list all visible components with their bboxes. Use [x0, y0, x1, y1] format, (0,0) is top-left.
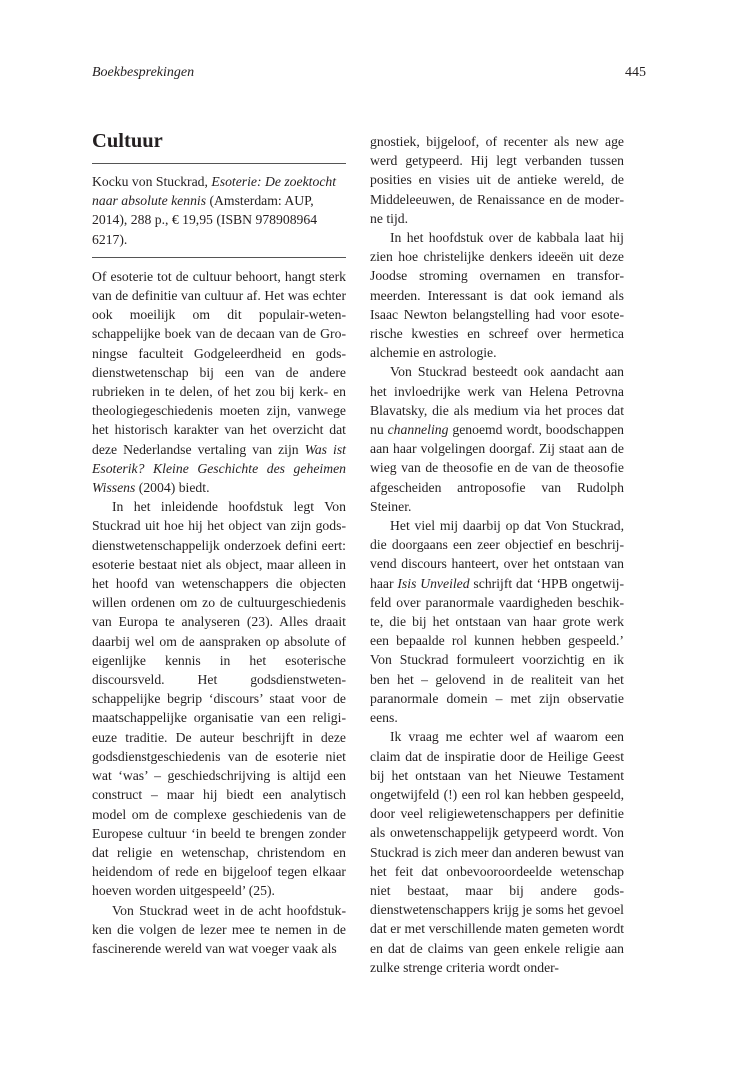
- paragraph: gnostiek, bijgeloof, of recenter als new age werd getypeerd. Hij legt verbanden tussen posities en visies uit de antieke wereld, de Middeleeuwen, de Renaissance en de moderne tijd.: [370, 134, 624, 226]
- cited-title: Was ist Esoterik? Kleine Geschichte des geheimen Wissens: [92, 441, 346, 496]
- paragraph-text: Of esoterie tot de cultuur behoort, hangt sterk van de definitie van cultuur af. Het was echter ook moeilijk om dit populair-wetenschappelijke boek van de decaan van de Groningse faculteit Godgeleerdheid en godsdienstwetenschap bij een van de andere rubrieken in te delen, of het zou bij kerk- en theologiegeschiedenis moeten zijn, vanwege het historisch karakter van het overzicht dat deze Nederlandse vertaling van zijn: [92, 268, 346, 457]
- book-author: Kocku von Stuckrad,: [92, 174, 212, 189]
- emphasis: channeling: [387, 422, 449, 438]
- section-title: Cultuur: [92, 130, 163, 152]
- running-head-section: Boekbesprekingen: [92, 65, 195, 80]
- paragraph: Ik vraag me echter wel af waarom een claim dat de inspiratie door de Heilige Geest bij het ontstaan van het Nieuwe Testament ongetwijfeld (!) een rol kan hebben gespeeld, door veel religiewetenschappers per definitie als onwetenschappelijk getypeerd wordt. Von Stuckrad is zich meer dan anderen bewust van het feit dat onbevooroordeelde wetenschap niet bestaat, maar bij andere godsdienstwetenschappers krijg je soms het gevoel dat er met verschillende maten gemeten wordt en dat de claims van geen enkele religie aan zulke strenge criteria wordt onder-: [370, 729, 624, 975]
- book-title: Esoterie: De zoektocht naar absolute kennis: [92, 174, 337, 209]
- running-head: [92, 65, 646, 85]
- book-reference: [92, 172, 346, 249]
- page-number: 445: [625, 65, 646, 80]
- paragraph-text: genoemd wordt, boodschappen aan haar volgelingen doorgaf. Zij staat aan de wieg van de theosofie en de van de theosofie afgescheiden antroposofie van Rudolph Steiner.: [370, 422, 624, 514]
- right-column: [370, 132, 624, 977]
- divider: [92, 257, 346, 258]
- paragraph: [92, 267, 346, 497]
- left-column: [92, 132, 346, 958]
- divider: [92, 163, 346, 164]
- paragraph: In het inleidende hoofdstuk legt Von Stuckrad uit hoe hij het object van zijn godsdienstwetenschappelijk onderzoek defini eert: esoterie bestaat niet als object, maar alleen in het hoofd van wetenschappers die objecten willen ordenen om zo de cultuurgeschiedenis van Europa te analyseren (23). Alles draait daarbij wel om de aanspraken op absolute of eigenlijke kennis in het esoterische discoursveld. Het godsdienstwetenschappelijke begrip ‘discours’ staat voor de maatschappelijke organisatie van een religieuze traditie. De auteur beschrijft in deze godsdienstgeschiedenis van de esoterie niet wat ‘was’ – geschiedschrijving is altijd een construct – maar hij biedt een analytisch model om de complexe geschiedenis van de Europese cultuur ‘in beeld te brengen zonder dat religie en wetenschap, christendom en heidendom of rede en bijgeloof tegen elkaar hoeven worden uitgespeeld’ (25).: [92, 499, 346, 899]
- paragraph: [370, 362, 624, 516]
- paragraph-text: (2004) biedt.: [135, 480, 210, 496]
- paragraph-text: Het viel mij daarbij op dat Von Stuckrad, die doorgaans een zeer objectief en beschrijvend discours hanteert, over het ontstaan van haar: [370, 518, 624, 591]
- cited-title: Isis Unveiled: [397, 575, 470, 591]
- paragraph: [370, 516, 624, 727]
- paragraph-text: schrijft dat ‘HPB ongetwijfeld over paranormale vaardigheden beschikte, die bij het ontstaan van haar grote werk een bepaalde rol kunnen hebben gespeeld.’ Von Stuckrad formuleert voorzichtig en ik ben het – gelovend in de realiteit van het paranormale domein – met zijn observatie eens.: [370, 575, 624, 726]
- paragraph-text: Von Stuckrad besteedt ook aandacht aan het invloedrijke werk van Helena Petrovna Blavatsky, die als medium via het proces dat nu: [370, 364, 624, 438]
- paragraph: In het hoofdstuk over de kabbala laat hij zien hoe christelijke denkers ideeën uit deze Joodse stroming overnamen en transformeerden. Interessant is dat ook iemand als Isaac Newton belangstelling had voor esoterische kwesties en schreef over hermetica alchemie en astrologie.: [370, 230, 624, 361]
- book-details: (Amsterdam: AUP, 2014), 288 p., € 19,95 (ISBN 978908964 6217).: [92, 193, 318, 247]
- paragraph: Von Stuckrad weet in de acht hoofdstukken die volgen de lezer mee te nemen in de fascinerende wereld van wat voeger vaak als: [92, 902, 346, 956]
